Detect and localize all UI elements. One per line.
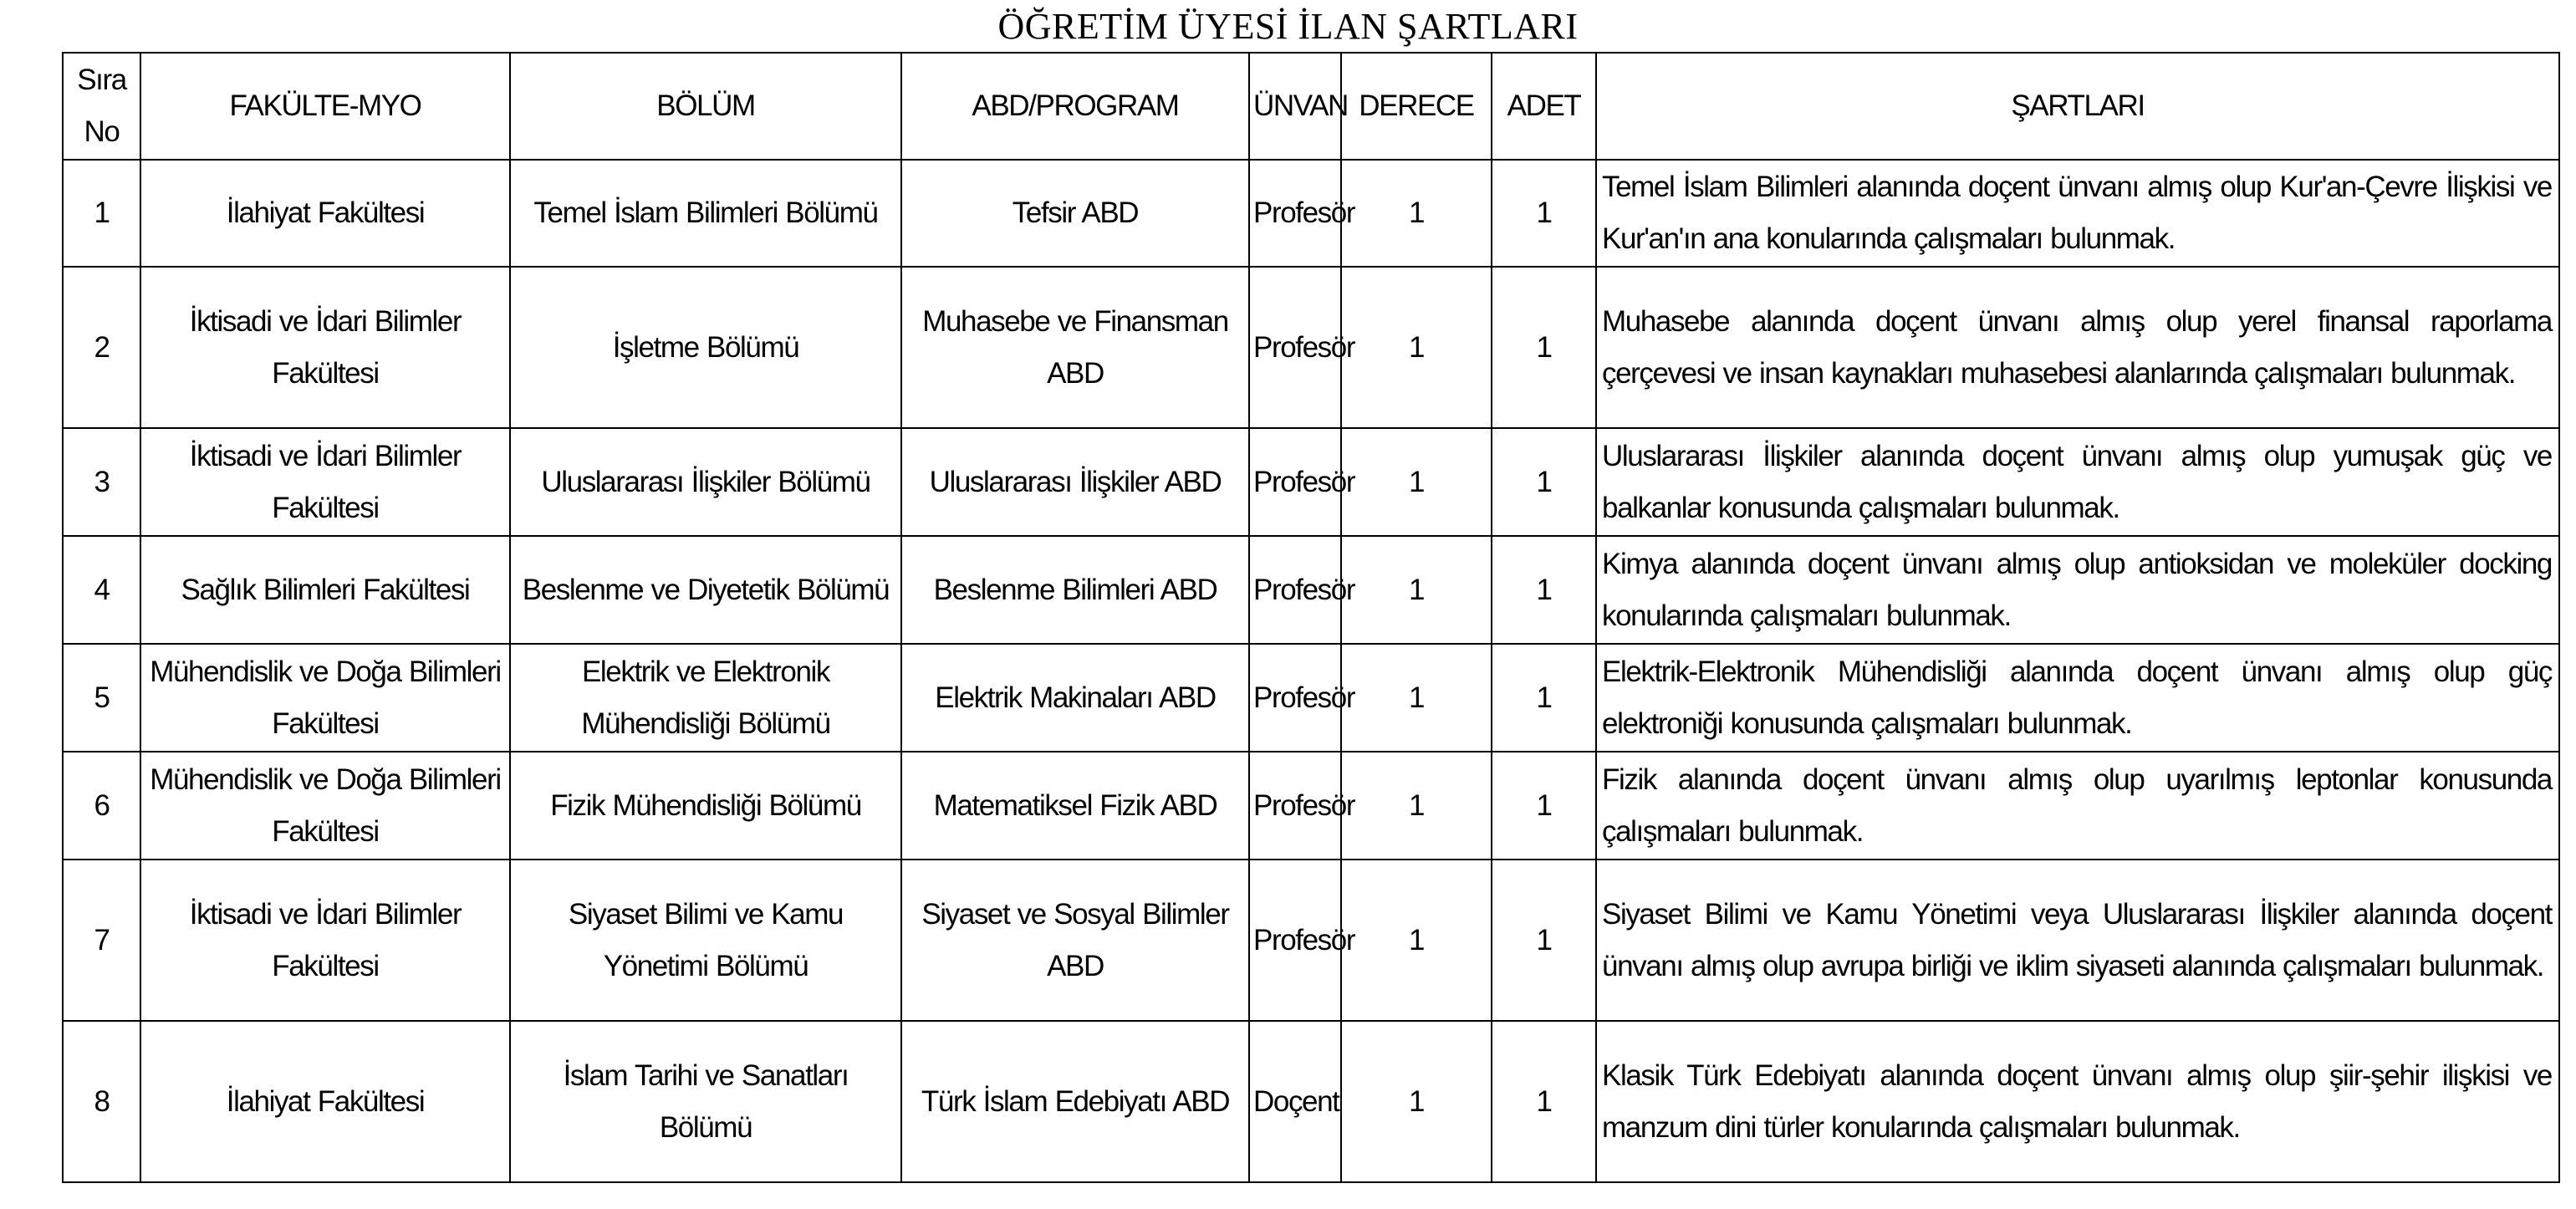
- header-faculty: FAKÜLTE-MYO: [140, 53, 510, 160]
- cell-grade: 1: [1341, 860, 1492, 1021]
- cell-grade: 1: [1341, 267, 1492, 428]
- cell-department: İslam Tarihi ve Sanatları Bölümü: [510, 1021, 901, 1182]
- cell-grade: 1: [1341, 1021, 1492, 1182]
- cell-no: 4: [63, 536, 140, 644]
- cell-count: 1: [1492, 644, 1596, 752]
- cell-no: 1: [63, 160, 140, 267]
- cell-requirements: Siyaset Bilimi ve Kamu Yönetimi veya Uluslararası İlişkiler alanında doçent ünvanı almış olup avrupa birliği ve iklim siyaseti alanında çalışmaları bulunmak.: [1596, 860, 2559, 1021]
- cell-count: 1: [1492, 752, 1596, 860]
- cell-no: 5: [63, 644, 140, 752]
- cell-rank: Profesör: [1249, 428, 1341, 536]
- cell-department: İşletme Bölümü: [510, 267, 901, 428]
- table-header-row: [63, 53, 2559, 160]
- cell-program: Siyaset ve Sosyal Bilimler ABD: [901, 860, 1249, 1021]
- cell-rank: Profesör: [1249, 644, 1341, 752]
- table-row: [63, 860, 2559, 1021]
- cell-department: Siyaset Bilimi ve Kamu Yönetimi Bölümü: [510, 860, 901, 1021]
- cell-requirements: Elektrik-Elektronik Mühendisliği alanında doçent ünvanı almış olup güç elektroniği konusunda çalışmaları bulunmak.: [1596, 644, 2559, 752]
- header-program: ABD/PROGRAM: [901, 53, 1249, 160]
- cell-department: Fizik Mühendisliği Bölümü: [510, 752, 901, 860]
- cell-rank: Profesör: [1249, 267, 1341, 428]
- cell-no: 3: [63, 428, 140, 536]
- header-requirements: ŞARTLARI: [1596, 53, 2559, 160]
- cell-requirements: Fizik alanında doçent ünvanı almış olup uyarılmış leptonlar konusunda çalışmaları bulunmak.: [1596, 752, 2559, 860]
- cell-rank: Profesör: [1249, 160, 1341, 267]
- cell-faculty: İlahiyat Fakültesi: [140, 1021, 510, 1182]
- cell-program: Matematiksel Fizik ABD: [901, 752, 1249, 860]
- cell-no: 2: [63, 267, 140, 428]
- cell-requirements: Muhasebe alanında doçent ünvanı almış olup yerel finansal raporlama çerçevesi ve insan kaynakları muhasebesi alanlarında çalışmaları bulunmak.: [1596, 267, 2559, 428]
- table-row: [63, 536, 2559, 644]
- cell-count: 1: [1492, 860, 1596, 1021]
- cell-faculty: Mühendislik ve Doğa Bilimleri Fakültesi: [140, 644, 510, 752]
- header-no: Sıra No: [63, 53, 140, 160]
- cell-rank: Profesör: [1249, 860, 1341, 1021]
- cell-no: 6: [63, 752, 140, 860]
- cell-grade: 1: [1341, 160, 1492, 267]
- cell-grade: 1: [1341, 752, 1492, 860]
- cell-count: 1: [1492, 160, 1596, 267]
- cell-program: Türk İslam Edebiyatı ABD: [901, 1021, 1249, 1182]
- cell-department: Uluslararası İlişkiler Bölümü: [510, 428, 901, 536]
- table-row: [63, 644, 2559, 752]
- cell-requirements: Klasik Türk Edebiyatı alanında doçent ünvanı almış olup şiir-şehir ilişkisi ve manzum dini türler konularında çalışmaları bulunmak.: [1596, 1021, 2559, 1182]
- cell-no: 8: [63, 1021, 140, 1182]
- cell-faculty: Mühendislik ve Doğa Bilimleri Fakültesi: [140, 752, 510, 860]
- cell-program: Beslenme Bilimleri ABD: [901, 536, 1249, 644]
- table-row: [63, 267, 2559, 428]
- table-body: [63, 160, 2559, 1182]
- header-grade: DERECE: [1341, 53, 1492, 160]
- cell-program: Elektrik Makinaları ABD: [901, 644, 1249, 752]
- cell-faculty: İktisadi ve İdari Bilimler Fakültesi: [140, 428, 510, 536]
- cell-requirements: Kimya alanında doçent ünvanı almış olup antioksidan ve moleküler docking konularında çalışmaları bulunmak.: [1596, 536, 2559, 644]
- cell-program: Uluslararası İlişkiler ABD: [901, 428, 1249, 536]
- table-row: [63, 428, 2559, 536]
- cell-grade: 1: [1341, 644, 1492, 752]
- cell-no: 7: [63, 860, 140, 1021]
- cell-faculty: İktisadi ve İdari Bilimler Fakültesi: [140, 267, 510, 428]
- cell-faculty: İlahiyat Fakültesi: [140, 160, 510, 267]
- job-requirements-table: [62, 52, 2560, 1183]
- cell-count: 1: [1492, 1021, 1596, 1182]
- cell-faculty: İktisadi ve İdari Bilimler Fakültesi: [140, 860, 510, 1021]
- cell-grade: 1: [1341, 536, 1492, 644]
- header-department: BÖLÜM: [510, 53, 901, 160]
- cell-department: Elektrik ve Elektronik Mühendisliği Bölümü: [510, 644, 901, 752]
- table-row: [63, 752, 2559, 860]
- cell-program: Muhasebe ve Finansman ABD: [901, 267, 1249, 428]
- cell-requirements: Uluslararası İlişkiler alanında doçent ünvanı almış olup yumuşak güç ve balkanlar konusunda çalışmaları bulunmak.: [1596, 428, 2559, 536]
- cell-rank: Doçent: [1249, 1021, 1341, 1182]
- cell-count: 1: [1492, 536, 1596, 644]
- cell-faculty: Sağlık Bilimleri Fakültesi: [140, 536, 510, 644]
- cell-program: Tefsir ABD: [901, 160, 1249, 267]
- cell-department: Beslenme ve Diyetetik Bölümü: [510, 536, 901, 644]
- cell-rank: Profesör: [1249, 752, 1341, 860]
- cell-count: 1: [1492, 428, 1596, 536]
- table-row: [63, 160, 2559, 267]
- cell-requirements: Temel İslam Bilimleri alanında doçent ünvanı almış olup Kur'an-Çevre İlişkisi ve Kur'an'ın ana konularında çalışmaları bulunmak.: [1596, 160, 2559, 267]
- cell-department: Temel İslam Bilimleri Bölümü: [510, 160, 901, 267]
- cell-count: 1: [1492, 267, 1596, 428]
- header-count: ADET: [1492, 53, 1596, 160]
- table-row: [63, 1021, 2559, 1182]
- document-title: ÖĞRETİM ÜYESİ İLAN ŞARTLARI: [997, 6, 1579, 47]
- cell-grade: 1: [1341, 428, 1492, 536]
- header-rank: ÜNVAN: [1249, 53, 1341, 160]
- cell-rank: Profesör: [1249, 536, 1341, 644]
